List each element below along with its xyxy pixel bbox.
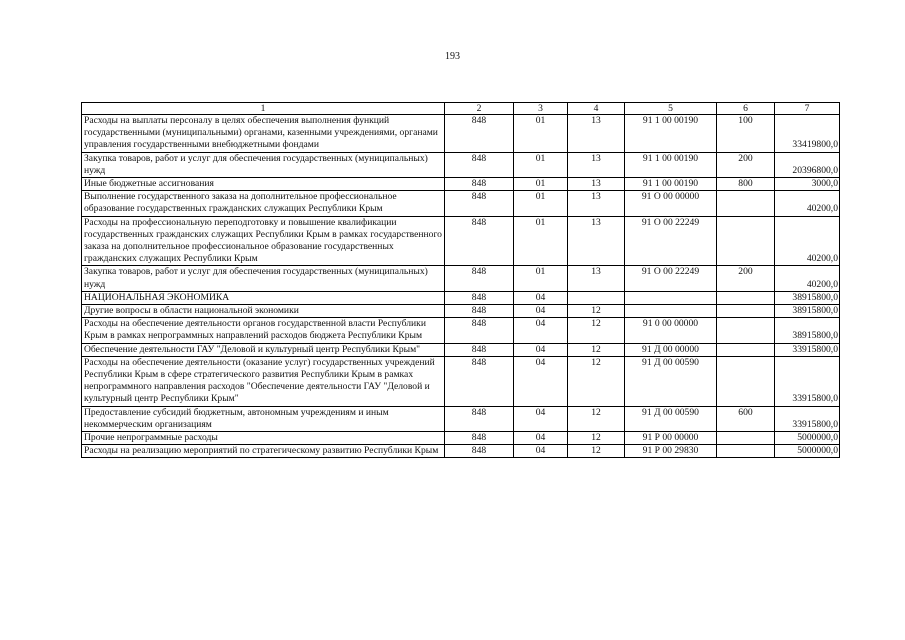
table-row [82,432,840,445]
table-row [82,406,840,431]
row-admin-code-cell: 848 [445,178,514,191]
row-amount-cell: 33915800,0 [775,343,840,356]
row-admin-code-cell: 848 [445,343,514,356]
row-expense-type-cell [717,318,775,343]
row-amount-cell: 38915800,0 [775,318,840,343]
row-admin-code-cell: 848 [445,406,514,431]
row-expense-type-cell [717,445,775,458]
row-name-cell: Обеспечение деятельности ГАУ "Деловой и культурный центр Республики Крым" [82,343,445,356]
row-admin-code-cell: 848 [445,318,514,343]
column-header: 4 [568,103,625,115]
table-row [82,305,840,318]
row-admin-code-cell: 848 [445,191,514,216]
row-name-cell: НАЦИОНАЛЬНАЯ ЭКОНОМИКА [82,291,445,304]
row-section-cell: 04 [514,432,568,445]
row-amount-cell: 38915800,0 [775,305,840,318]
table-row [82,152,840,177]
row-name-cell: Расходы на обеспечение деятельности (оказание услуг) государственных учреждений Республики Крым в сфере стратегического развития Республики Крым в рамках непрограммного направления расходов "Обеспечение деятельности ГАУ "Деловой и культурный центр Республики Крым" [82,356,445,406]
row-subsection-cell [568,291,625,304]
row-name-cell: Предоставление субсидий бюджетным, автономным учреждениям и иным некоммерческим организациям [82,406,445,431]
row-subsection-cell: 13 [568,266,625,291]
row-section-cell: 04 [514,445,568,458]
row-admin-code-cell: 848 [445,445,514,458]
row-amount-cell: 38915800,0 [775,291,840,304]
row-name-cell: Расходы на профессиональную переподготовку и повышение квалификации государственных гражданских служащих Республики Крым в рамках государственного заказа на дополнительное профессиональное образование государственных гражданских служащих Республики Крым [82,216,445,266]
row-amount-cell: 33915800,0 [775,356,840,406]
row-amount-cell: 5000000,0 [775,432,840,445]
budget-table [81,102,840,458]
row-section-cell: 01 [514,216,568,266]
row-target-article-cell: 91 О 00 22249 [625,266,717,291]
row-subsection-cell: 12 [568,356,625,406]
row-admin-code-cell: 848 [445,305,514,318]
row-target-article-cell: 91 0 00 00000 [625,318,717,343]
row-admin-code-cell: 848 [445,216,514,266]
table-row [82,343,840,356]
table-row [82,318,840,343]
row-name-cell: Другие вопросы в области национальной экономики [82,305,445,318]
row-section-cell: 04 [514,291,568,304]
column-header: 5 [625,103,717,115]
column-header: 2 [445,103,514,115]
row-target-article-cell: 91 Р 00 00000 [625,432,717,445]
row-amount-cell: 33915800,0 [775,406,840,431]
row-section-cell: 04 [514,406,568,431]
table-row [82,291,840,304]
row-amount-cell: 33419800,0 [775,115,840,153]
row-expense-type-cell: 200 [717,266,775,291]
row-subsection-cell: 12 [568,432,625,445]
row-target-article-cell: 91 О 00 22249 [625,216,717,266]
row-section-cell: 01 [514,115,568,153]
row-name-cell: Закупка товаров, работ и услуг для обеспечения государственных (муниципальных) нужд [82,266,445,291]
row-amount-cell: 5000000,0 [775,445,840,458]
row-admin-code-cell: 848 [445,152,514,177]
table-row [82,216,840,266]
table-row [82,356,840,406]
row-subsection-cell: 13 [568,191,625,216]
row-target-article-cell: 91 Д 00 00590 [625,406,717,431]
row-target-article-cell: 91 1 00 00190 [625,115,717,153]
row-section-cell: 04 [514,318,568,343]
row-section-cell: 04 [514,343,568,356]
row-target-article-cell: 91 Д 00 00000 [625,343,717,356]
row-name-cell: Расходы на реализацию мероприятий по стратегическому развитию Республики Крым [82,445,445,458]
row-subsection-cell: 12 [568,343,625,356]
row-expense-type-cell: 800 [717,178,775,191]
row-subsection-cell: 12 [568,318,625,343]
row-subsection-cell: 12 [568,406,625,431]
table-row [82,115,840,153]
row-expense-type-cell: 600 [717,406,775,431]
row-target-article-cell: 91 Р 00 29830 [625,445,717,458]
page-number: 193 [445,51,460,62]
row-admin-code-cell: 848 [445,266,514,291]
row-amount-cell: 40200,0 [775,191,840,216]
row-expense-type-cell: 100 [717,115,775,153]
column-header: 1 [82,103,445,115]
row-section-cell: 04 [514,305,568,318]
row-admin-code-cell: 848 [445,115,514,153]
table-row [82,178,840,191]
header-row [82,103,840,115]
row-expense-type-cell [717,305,775,318]
column-header: 7 [775,103,840,115]
row-name-cell: Выполнение государственного заказа на дополнительное профессиональное образование государственных гражданских служащих Республики Крым [82,191,445,216]
row-expense-type-cell [717,191,775,216]
table-row [82,266,840,291]
row-section-cell: 01 [514,152,568,177]
row-subsection-cell: 12 [568,445,625,458]
row-expense-type-cell [717,291,775,304]
row-subsection-cell: 13 [568,115,625,153]
row-expense-type-cell [717,356,775,406]
row-section-cell: 01 [514,191,568,216]
row-expense-type-cell [717,432,775,445]
row-name-cell: Расходы на выплаты персоналу в целях обеспечения выполнения функций государственными (муниципальными) органами, казенными учреждениями, органами управления государственными внебюджетными фондами [82,115,445,153]
row-amount-cell: 20396800,0 [775,152,840,177]
row-name-cell: Расходы на обеспечение деятельности органов государственной власти Республики Крым в рамках непрограммных направлений расходов бюджета Республики Крым [82,318,445,343]
row-subsection-cell: 13 [568,216,625,266]
row-amount-cell: 40200,0 [775,216,840,266]
row-admin-code-cell: 848 [445,356,514,406]
row-expense-type-cell [717,216,775,266]
row-target-article-cell [625,291,717,304]
row-section-cell: 04 [514,356,568,406]
row-name-cell: Иные бюджетные ассигнования [82,178,445,191]
row-section-cell: 01 [514,178,568,191]
row-expense-type-cell [717,343,775,356]
row-name-cell: Прочие непрограммные расходы [82,432,445,445]
table-row [82,445,840,458]
row-admin-code-cell: 848 [445,432,514,445]
row-expense-type-cell: 200 [717,152,775,177]
row-subsection-cell: 12 [568,305,625,318]
row-amount-cell: 40200,0 [775,266,840,291]
row-target-article-cell: 91 О 00 00000 [625,191,717,216]
row-target-article-cell: 91 1 00 00190 [625,152,717,177]
row-subsection-cell: 13 [568,152,625,177]
row-target-article-cell: 91 1 00 00190 [625,178,717,191]
row-admin-code-cell: 848 [445,291,514,304]
table-row [82,191,840,216]
column-header: 3 [514,103,568,115]
row-target-article-cell: 91 Д 00 00590 [625,356,717,406]
column-header: 6 [717,103,775,115]
row-target-article-cell [625,305,717,318]
row-subsection-cell: 13 [568,178,625,191]
row-name-cell: Закупка товаров, работ и услуг для обеспечения государственных (муниципальных) нужд [82,152,445,177]
row-section-cell: 01 [514,266,568,291]
row-amount-cell: 3000,0 [775,178,840,191]
